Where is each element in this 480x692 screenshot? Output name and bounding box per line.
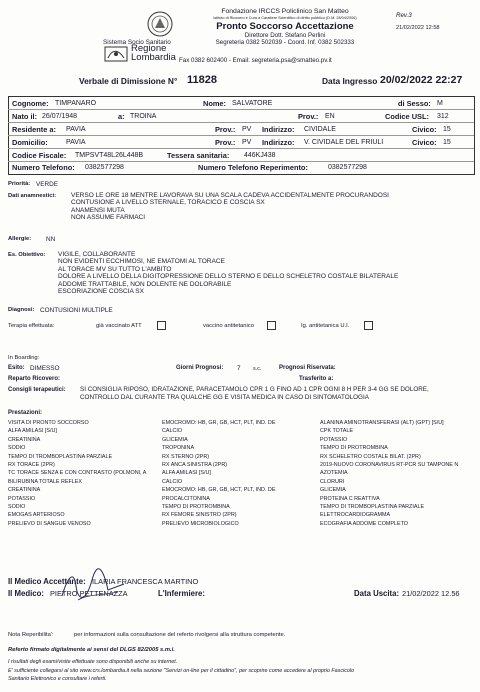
firmato-text: Referto firmato digitalmente ai sensi del DLGS 82/2005 s.m.i. [8,647,175,653]
uscita-label: Data Uscita: [354,589,400,598]
cognome-value: TIMPANARO [55,100,97,107]
giorni-label: Giorni Prognosi: [176,365,224,371]
list-item: SODIO [8,445,26,452]
vacc-ant-checkbox[interactable] [267,321,276,330]
list-item: ELETTROCARDIOGRAMMA [320,512,391,519]
prov-dom-value: PV [242,139,252,146]
tel-value: 0382577298 [85,164,124,171]
ussl-value: 312 [437,113,449,120]
medico-label: Il Medico: [8,589,44,598]
tessera-value: 446KJ438 [244,152,276,159]
allergie-label: Allergie: [8,236,32,242]
prestazioni-label: Prestazioni: [8,410,43,416]
list-item: CALCIO [162,428,183,435]
list-item: ALANINA AMINOTRANSFERASI (ALT) (GPT) [S/U] [320,420,444,426]
list-item: GLICEMIA [162,436,188,443]
vacc-att-checkbox[interactable] [157,321,166,330]
list-item: RX ANCA SINISTRA (2PR) [162,462,228,469]
allergie-value: NN [46,236,56,243]
list-item: RX STERNO (2PR) [162,453,210,460]
ig-ant-label: Ig. antitetanica U.I. [301,323,350,329]
cf-label: Codice Fiscale: [12,151,67,160]
hospital-seal-icon [146,10,174,38]
medico-value: PIETRO PETTENAZZA [50,589,128,598]
row-divider [8,148,474,149]
prov-res-value: PV [242,126,252,133]
infermiere-label: L'Infermiere: [158,589,205,598]
list-item: RX SCHELETRO COSTALE BILAT. (2PR) [320,453,421,460]
anamnestici-text: VERSO LE ORE 18 MENTRE LAVORAVA SU UNA SCALA CADEVA ACCIDENTALMENTE PROCURANDOSI CONTUSIONE A LIVELLO STERNALE, TORACICO E COSCIA SX ANAMENSI MUTA NON ASSUME FARMACI [71,192,389,222]
nome-value: SALVATORE [232,100,273,107]
uscita-value: 21/02/2022 12.56 [402,589,460,598]
esito-value: DIMESSO [30,365,60,372]
civico-dom-label: Civico: [412,138,437,147]
list-item: EMOCROMO: HB, GR, GB, HCT, PLT, IND. DE [162,420,276,426]
list-item: GLICEMIA [320,487,346,494]
list-item: ALFA AMILASI [S/U] [8,428,57,435]
nome-label: Nome: [203,99,226,108]
region-name-2: Lombardia [131,52,176,63]
list-item: BILIRUBINA TOTALE REFLEX [8,478,82,485]
list-item: TEMPO DI PROTROMBINA [320,445,388,452]
indirizzo-dom-label: Indirizzo: [262,138,295,147]
list-item: CPK TOTALE [320,428,353,435]
prov-nascita-label: Prov.: [298,112,319,121]
list-item: TC TORACE SENZA E CON CONTRASTO (POLMONI, A [8,470,147,477]
list-item: RX TORACE (2PR) [8,462,55,469]
list-item: PROTEINA C REATTIVA [320,495,380,502]
prestazioni-col3 [320,419,474,528]
accettante-value: ILARIA FRANCESCA MARTINO [92,577,199,586]
domicilio-value: PAVIA [66,139,86,146]
list-item: EMOCROMO: HB, GR, GB, HCT, PLT, IND. DE [162,487,276,494]
ingresso-label: Data Ingresso [322,76,378,86]
reparto-label: Reparto Ricovero: [8,376,61,382]
tessera-label: Tessera sanitaria: [167,151,230,160]
cf-value: TMPSVT48L26L448B [75,152,144,159]
list-item: CLORURI [320,478,345,485]
row-divider [8,122,474,123]
list-item: TROPONINA [162,445,195,452]
list-item: PROCALCITONINA [162,495,210,502]
accettante-label: Il Medico Accettante: [8,577,86,586]
luogo-value: TROINA [130,113,157,120]
foundation-name: Fondazione IRCCS Policlinico San Matteo [221,8,349,15]
giorni-unit: s.c. [253,366,262,372]
foundation-sub: Istituto di Ricovero e Cura a Carattere Scientifico di diritto pubblico (D.M. 28/04/2006) [213,16,357,20]
diagnosi-value: CONTUSIONI MULTIPLE [40,307,113,314]
boarding-label: In Boarding: [8,355,40,361]
verbale-number: 11828 [187,74,217,86]
esito-label: Esito: [8,365,25,371]
prov-nascita-value: EN [325,113,335,120]
giorni-value: 7 [237,365,241,372]
ingresso-value: 20/02/2022 22:27 [380,74,463,86]
list-item: CALCIO [162,478,183,485]
tel-rep-value: 0382577298 [328,164,367,171]
fax-email: Fax 0382 602400 - Email: segreteria.psa@smatteo.pv.it [179,57,332,64]
terapia-label: Terapia effettuata: [8,323,55,329]
prov-res-label: Prov.: [215,125,236,134]
domicilio-label: Domicilio: [12,138,48,147]
region-system: Sistema Socio Sanitario [103,39,171,46]
vacc-att-label: già vaccinato ATT [96,323,142,329]
ig-ant-checkbox[interactable] [364,321,373,330]
list-item: TEMPO DI TROMBOPLASTINA PARZIALE [8,453,113,460]
list-item: RX FEMORE SINISTRO (2PR) [162,512,237,519]
list-item: CREATININA [8,436,41,443]
trasferito-label: Trasferito a: [299,376,334,382]
list-item: POTASSIO [320,436,348,443]
riservata-label: Prognosi Riservata: [279,365,336,371]
tel-label: Numero Telefono: [12,163,75,172]
director: Direttore Dott. Stefano Perlini [244,32,326,39]
revision: Rev.3 [396,12,412,19]
department-name: Pronto Soccorso Accettazione [216,21,354,32]
contacts: Segreteria 0382 502039 - Coord. Inf. 0382 502333 [215,39,355,46]
footer-line-2: E' sufficiente collegarsi al sito www.crs.lombardia.it nella sezione "Servizi on-line per il cittadino", per scoprire come accedere al proprio Fascicolo [8,668,355,674]
list-item: SODIO [8,504,26,511]
residente-value: PAVIA [66,126,86,133]
anamnestici-label: Dati anamnestici: [8,193,56,199]
nato-value: 26/07/1948 [42,113,78,120]
footer-line-1: I risultati degli esami/visite effettuate sono disponibili anche su internet. [8,659,178,665]
list-item: CREATININA [8,487,41,494]
sesso-label: di Sesso: [398,99,431,108]
civico-res-value: 15 [443,126,451,133]
residente-label: Residente a: [12,125,56,134]
reperibilita-text: per informazioni sulla consultazione del referto rivolgersi alla struttura competente. [74,632,286,638]
verbale-label: Verbale di Dimissione N° [79,76,178,86]
lombardia-logo-icon [104,46,130,62]
list-item: TEMPO DI TROMBOPLASTINA PARZIALE [320,504,425,511]
indirizzo-res-value: CIVIDALE [304,126,336,133]
list-item: EMOGAS ARTERIOSO [8,512,65,519]
list-item: AZOTEMIA [320,470,348,477]
footer-line-3: Sanitario Elettronico e consultare i referti. [8,676,107,682]
row-divider [8,109,474,110]
revision-date: 21/02/2022 12:58 [396,25,440,31]
signature-scribble-icon [58,566,128,606]
region-name-1: Regione [131,43,167,54]
prestazioni-col1 [8,419,146,528]
consigli-label: Consigli terapeutici: [8,387,66,393]
priorita-label: Priorità: [8,181,31,187]
civico-res-label: Civico: [412,125,437,134]
list-item: VISITA DI PRONTO SOCCORSO [8,420,89,426]
list-item: POTASSIO [8,495,36,502]
reperibilita-label: Nota Reperibilita': [8,632,54,638]
consigli-text: SI CONSIGLIA RIPOSO, IDRATAZIONE, PARACETAMOLO CPR 1 G FINO AD 1 CPR OGNI 8 H PER 3-4 GG SE DOLORE, CONTROLLO DAL CURANTE TRA QUALCHE GG E VISITA MEDICA IN CASO DI SINTOMATOLOGIA [80,386,429,401]
diagnosi-label: Diagnosi: [8,307,35,313]
ussl-label: Codice USL: [385,112,429,121]
list-item: PRELIEVO MICROBIOLOGICO [162,520,239,527]
list-item: PRELIEVO DI SANGUE VENOSO [8,520,91,527]
a-label: a: [118,112,125,121]
list-item: ECOGRAFIA ADDOME COMPLETO [320,520,408,527]
priorita-value: VERDE [36,181,59,188]
vacc-ant-label: vaccino antitetanico [203,323,254,329]
list-item: TEMPO DI PROTROMBINA [162,504,230,511]
indirizzo-res-label: Indirizzo: [262,125,295,134]
list-item: ALFA AMILASI [S/U] [162,470,211,477]
prov-dom-label: Prov.: [215,138,236,147]
nato-label: Nato il: [12,112,38,121]
list-item: 2019-NUOVO CORONAVIRUS RT-PCR SU TAMPONE N [320,462,459,469]
indirizzo-dom-value: V. CIVIDALE DEL FRIULI [304,139,384,146]
row-divider [8,135,474,136]
tel-rep-label: Numero Telefono Reperimento: [198,163,308,172]
obiettivo-label: Es. Obiettivo: [8,252,46,258]
row-divider [8,161,474,162]
sesso-value: M [437,100,443,107]
obiettivo-text: VIGILE, COLLABORANTE NON EVIDENTI ECCHIMOSI, NE EMATOMI AL TORACE AL TORACE MV SU TUTTO L'AMBITO DOLORE A LIVELLO DELLA DIGITOPRESSIONE DELLO STERNO E DELLO SCHELETRO COSTALE BILATERALE ADDOME TRATTABILE, NON DOLENTE NE DOLORABILE ESCORIAZIONE COSCIA SX [58,251,399,296]
cognome-label: Cognome: [12,99,49,108]
civico-dom-value: 15 [443,139,451,146]
prestazioni-col2 [162,419,275,528]
